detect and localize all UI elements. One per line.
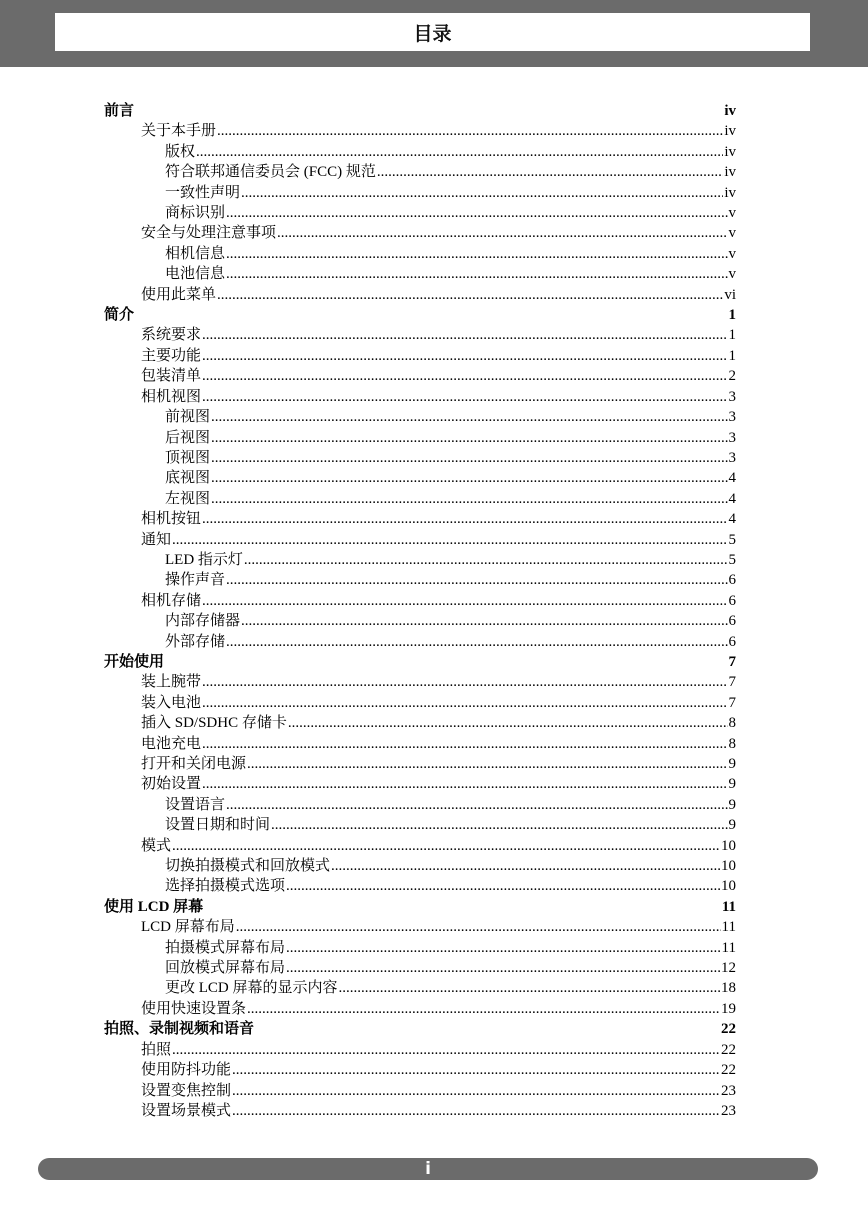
toc-entry-label: 模式 (141, 837, 172, 854)
table-of-contents (104, 101, 736, 1121)
toc-entry-page: 4 (728, 470, 736, 487)
toc-entry-label: 包装清单 (141, 368, 202, 385)
toc-subsection[interactable] (104, 632, 736, 652)
toc-dot-leader (202, 509, 727, 529)
toc-dot-leader (202, 774, 727, 794)
toc-entry-page: 7 (728, 653, 736, 670)
toc-entry-page: 2 (728, 368, 736, 385)
toc-entry-page: v (728, 266, 736, 283)
toc-dot-leader (271, 815, 727, 835)
toc-entry-page: 18 (721, 980, 736, 997)
toc-entry-page: 5 (728, 551, 736, 568)
toc-dot-leader (286, 938, 721, 958)
toc-entry-page: 9 (728, 817, 736, 834)
toc-entry-label: 使用防抖功能 (141, 1062, 232, 1079)
toc-entry-page: 22 (721, 1062, 736, 1079)
toc-entry-page: 23 (721, 1102, 736, 1119)
toc-entry-page: vi (724, 286, 736, 303)
toc-entry-label: 初始设置 (141, 776, 202, 793)
toc-entry-label: 内部存储器 (165, 613, 241, 630)
toc-chapter[interactable] (104, 897, 736, 917)
toc-entry-page: 9 (728, 796, 736, 813)
toc-dot-leader (286, 958, 720, 978)
toc-subsection[interactable] (104, 570, 736, 590)
toc-subsection[interactable] (104, 550, 736, 570)
toc-subsection[interactable] (104, 815, 736, 835)
toc-entry-label: 电池信息 (165, 266, 226, 283)
toc-entry-label: 简介 (104, 307, 135, 324)
toc-entry-page: 6 (728, 572, 736, 589)
toc-entry-label: 版权 (165, 143, 196, 160)
toc-dot-leader (241, 183, 723, 203)
toc-entry-page: 12 (721, 960, 736, 977)
toc-entry-page: 19 (721, 1000, 736, 1017)
toc-section[interactable] (104, 672, 736, 692)
toc-subsection[interactable] (104, 448, 736, 468)
toc-section[interactable] (104, 917, 736, 937)
toc-dot-leader (247, 999, 720, 1019)
toc-entry-label: 相机按钮 (141, 511, 202, 528)
toc-dot-leader (202, 346, 727, 366)
toc-entry-page: v (728, 245, 736, 262)
page-number: i (425, 1159, 431, 1179)
toc-entry-label: 相机视图 (141, 388, 202, 405)
toc-dot-leader (172, 530, 727, 550)
toc-dot-leader (211, 428, 727, 448)
toc-section[interactable] (104, 530, 736, 550)
toc-entry-label: 回放模式屏幕布局 (165, 960, 286, 977)
toc-dot-leader (172, 1040, 720, 1060)
toc-entry-label: 操作声音 (165, 572, 226, 589)
toc-entry-label: 主要功能 (141, 347, 202, 364)
toc-entry-label: 相机信息 (165, 245, 226, 262)
toc-entry-label: 拍照 (141, 1041, 172, 1058)
toc-dot-leader (226, 203, 727, 223)
toc-dot-leader (232, 1060, 720, 1080)
toc-entry-page: 6 (728, 633, 736, 650)
toc-chapter[interactable] (104, 1019, 736, 1039)
toc-entry-page: iv (724, 103, 736, 119)
toc-section[interactable] (104, 1101, 736, 1121)
toc-section[interactable] (104, 1040, 736, 1060)
toc-dot-leader (232, 1081, 720, 1101)
toc-entry-label: 前言 (104, 103, 135, 119)
toc-entry-page: 4 (728, 490, 736, 507)
toc-dot-leader (339, 978, 720, 998)
toc-section[interactable] (104, 121, 736, 141)
toc-section[interactable] (104, 836, 736, 856)
toc-entry-page: 3 (728, 409, 736, 426)
toc-entry-label: 使用快速设置条 (141, 1000, 247, 1017)
toc-entry-page: 10 (721, 878, 736, 895)
toc-subsection[interactable] (104, 795, 736, 815)
toc-entry-page: 3 (728, 449, 736, 466)
toc-section[interactable] (104, 223, 736, 243)
toc-chapter[interactable] (104, 101, 736, 121)
toc-subsection[interactable] (104, 611, 736, 631)
toc-dot-leader (226, 570, 727, 590)
toc-entry-label: 左视图 (165, 490, 211, 507)
toc-entry-page: iv (724, 184, 736, 201)
toc-entry-label: 系统要求 (141, 327, 202, 344)
toc-entry-label: 使用此菜单 (141, 286, 217, 303)
toc-dot-leader (226, 244, 727, 264)
toc-entry-label: 底视图 (165, 470, 211, 487)
toc-entry-label: 设置场景模式 (141, 1102, 232, 1119)
toc-entry-page: 11 (721, 939, 736, 956)
toc-subsection[interactable] (104, 938, 736, 958)
toc-entry-label: 打开和关闭电源 (141, 756, 247, 772)
toc-section[interactable] (104, 509, 736, 529)
toc-dot-leader (277, 223, 727, 243)
toc-subsection[interactable] (104, 142, 736, 162)
toc-entry-label: 装上腕带 (141, 674, 202, 691)
toc-entry-page: 4 (728, 511, 736, 528)
toc-entry-page: 6 (728, 613, 736, 630)
toc-entry-label: 电池充电 (141, 735, 202, 752)
toc-entry-page: 22 (721, 1041, 736, 1058)
toc-dot-leader (247, 754, 727, 774)
toc-entry-label: 前视图 (165, 409, 211, 426)
toc-subsection[interactable] (104, 856, 736, 876)
toc-entry-page: 7 (728, 674, 736, 691)
toc-dot-leader (331, 856, 720, 876)
toc-entry-label: 装入电池 (141, 694, 202, 711)
page-title: 目录 (55, 13, 810, 51)
toc-entry-label: 关于本手册 (141, 123, 217, 140)
toc-dot-leader (202, 734, 727, 754)
toc-dot-leader (202, 387, 727, 407)
toc-dot-leader (286, 876, 720, 896)
toc-entry-page: 1 (728, 307, 736, 324)
toc-entry-page: 11 (721, 898, 736, 915)
toc-dot-leader (211, 407, 727, 427)
toc-entry-label: LCD 屏幕布局 (141, 919, 235, 936)
toc-dot-leader (172, 836, 720, 856)
toc-dot-leader (288, 713, 728, 733)
toc-entry-label: 商标识别 (165, 205, 226, 222)
footer-bar (38, 1158, 818, 1180)
toc-section[interactable] (104, 774, 736, 794)
toc-entry-page: 10 (721, 837, 736, 854)
toc-entry-page: 8 (728, 715, 736, 732)
toc-chapter[interactable] (104, 305, 736, 325)
toc-section[interactable] (104, 366, 736, 386)
toc-entry-page: 8 (728, 735, 736, 752)
toc-subsection[interactable] (104, 203, 736, 223)
toc-entry-label: LED 指示灯 (165, 551, 243, 568)
toc-section[interactable] (104, 346, 736, 366)
toc-section[interactable] (104, 387, 736, 407)
toc-entry-page: 7 (728, 694, 736, 711)
toc-subsection[interactable] (104, 489, 736, 509)
toc-entry-label: 后视图 (165, 429, 211, 446)
toc-entry-label: 安全与处理注意事项 (141, 225, 277, 242)
toc-subsection[interactable] (104, 428, 736, 448)
toc-dot-leader (226, 264, 727, 284)
toc-entry-page: 11 (721, 919, 736, 936)
toc-entry-label: 设置语言 (165, 796, 226, 813)
toc-subsection[interactable] (104, 183, 736, 203)
toc-entry-label: 开始使用 (104, 653, 165, 670)
toc-subsection[interactable] (104, 978, 736, 998)
toc-entry-label: 拍照、录制视频和语音 (104, 1021, 255, 1038)
toc-entry-page: iv (724, 123, 736, 140)
toc-entry-label: 更改 LCD 屏幕的显示内容 (165, 980, 338, 997)
toc-dot-leader (196, 142, 723, 162)
toc-entry-label: 通知 (141, 531, 172, 548)
toc-entry-label: 选择拍摄模式选项 (165, 878, 286, 895)
toc-dot-leader (217, 121, 723, 141)
toc-entry-label: 一致性声明 (165, 184, 241, 201)
toc-entry-label: 相机存储 (141, 592, 202, 609)
toc-chapter[interactable] (104, 652, 736, 672)
toc-dot-leader (244, 550, 728, 570)
toc-dot-leader (377, 162, 723, 182)
toc-dot-leader (226, 795, 727, 815)
toc-entry-label: 切换拍摄模式和回放模式 (165, 858, 331, 875)
toc-entry-label: 外部存储 (165, 633, 226, 650)
toc-dot-leader (232, 1101, 720, 1121)
toc-dot-leader (202, 366, 727, 386)
toc-entry-page: v (728, 225, 736, 242)
toc-dot-leader (226, 632, 727, 652)
toc-subsection[interactable] (104, 958, 736, 978)
toc-subsection[interactable] (104, 468, 736, 488)
toc-section[interactable] (104, 734, 736, 754)
toc-dot-leader (211, 489, 727, 509)
toc-dot-leader (236, 917, 721, 937)
toc-entry-page: 1 (728, 347, 736, 364)
toc-entry-label: 使用 LCD 屏幕 (104, 898, 204, 915)
toc-subsection[interactable] (104, 876, 736, 896)
toc-entry-page: 10 (721, 858, 736, 875)
toc-dot-leader (211, 468, 727, 488)
toc-entry-page: 9 (728, 756, 736, 772)
toc-entry-label: 符合联邦通信委员会 (FCC) 规范 (165, 164, 376, 181)
toc-entry-page: 9 (728, 776, 736, 793)
toc-entry-page: iv (724, 143, 736, 160)
header-bar (0, 0, 868, 67)
toc-entry-page: 6 (728, 592, 736, 609)
toc-entry-page: 3 (728, 429, 736, 446)
toc-entry-label: 插入 SD/SDHC 存储卡 (141, 715, 287, 732)
toc-dot-leader (202, 325, 727, 345)
toc-subsection[interactable] (104, 264, 736, 284)
toc-section[interactable] (104, 713, 736, 733)
toc-section[interactable] (104, 693, 736, 713)
toc-entry-page: 22 (721, 1021, 736, 1038)
toc-section[interactable] (104, 1060, 736, 1080)
toc-dot-leader (202, 591, 727, 611)
toc-entry-label: 顶视图 (165, 449, 211, 466)
toc-subsection[interactable] (104, 407, 736, 427)
toc-subsection[interactable] (104, 162, 736, 182)
toc-entry-page: 23 (721, 1082, 736, 1099)
toc-dot-leader (217, 285, 723, 305)
toc-entry-label: 设置日期和时间 (165, 817, 271, 834)
toc-entry-page: 5 (728, 531, 736, 548)
toc-section[interactable] (104, 591, 736, 611)
toc-subsection[interactable] (104, 244, 736, 264)
toc-entry-page: 1 (728, 327, 736, 344)
toc-entry-page: iv (724, 164, 736, 181)
toc-dot-leader (202, 693, 727, 713)
toc-section[interactable] (104, 754, 736, 774)
toc-entry-page: 3 (728, 388, 736, 405)
toc-entry-label: 设置变焦控制 (141, 1082, 232, 1099)
toc-section[interactable] (104, 325, 736, 345)
toc-dot-leader (202, 672, 727, 692)
toc-entry-page: v (728, 205, 736, 222)
toc-section[interactable] (104, 285, 736, 305)
toc-dot-leader (211, 448, 727, 468)
toc-section[interactable] (104, 1081, 736, 1101)
toc-entry-label: 拍摄模式屏幕布局 (165, 939, 286, 956)
toc-section[interactable] (104, 999, 736, 1019)
toc-dot-leader (241, 611, 727, 631)
